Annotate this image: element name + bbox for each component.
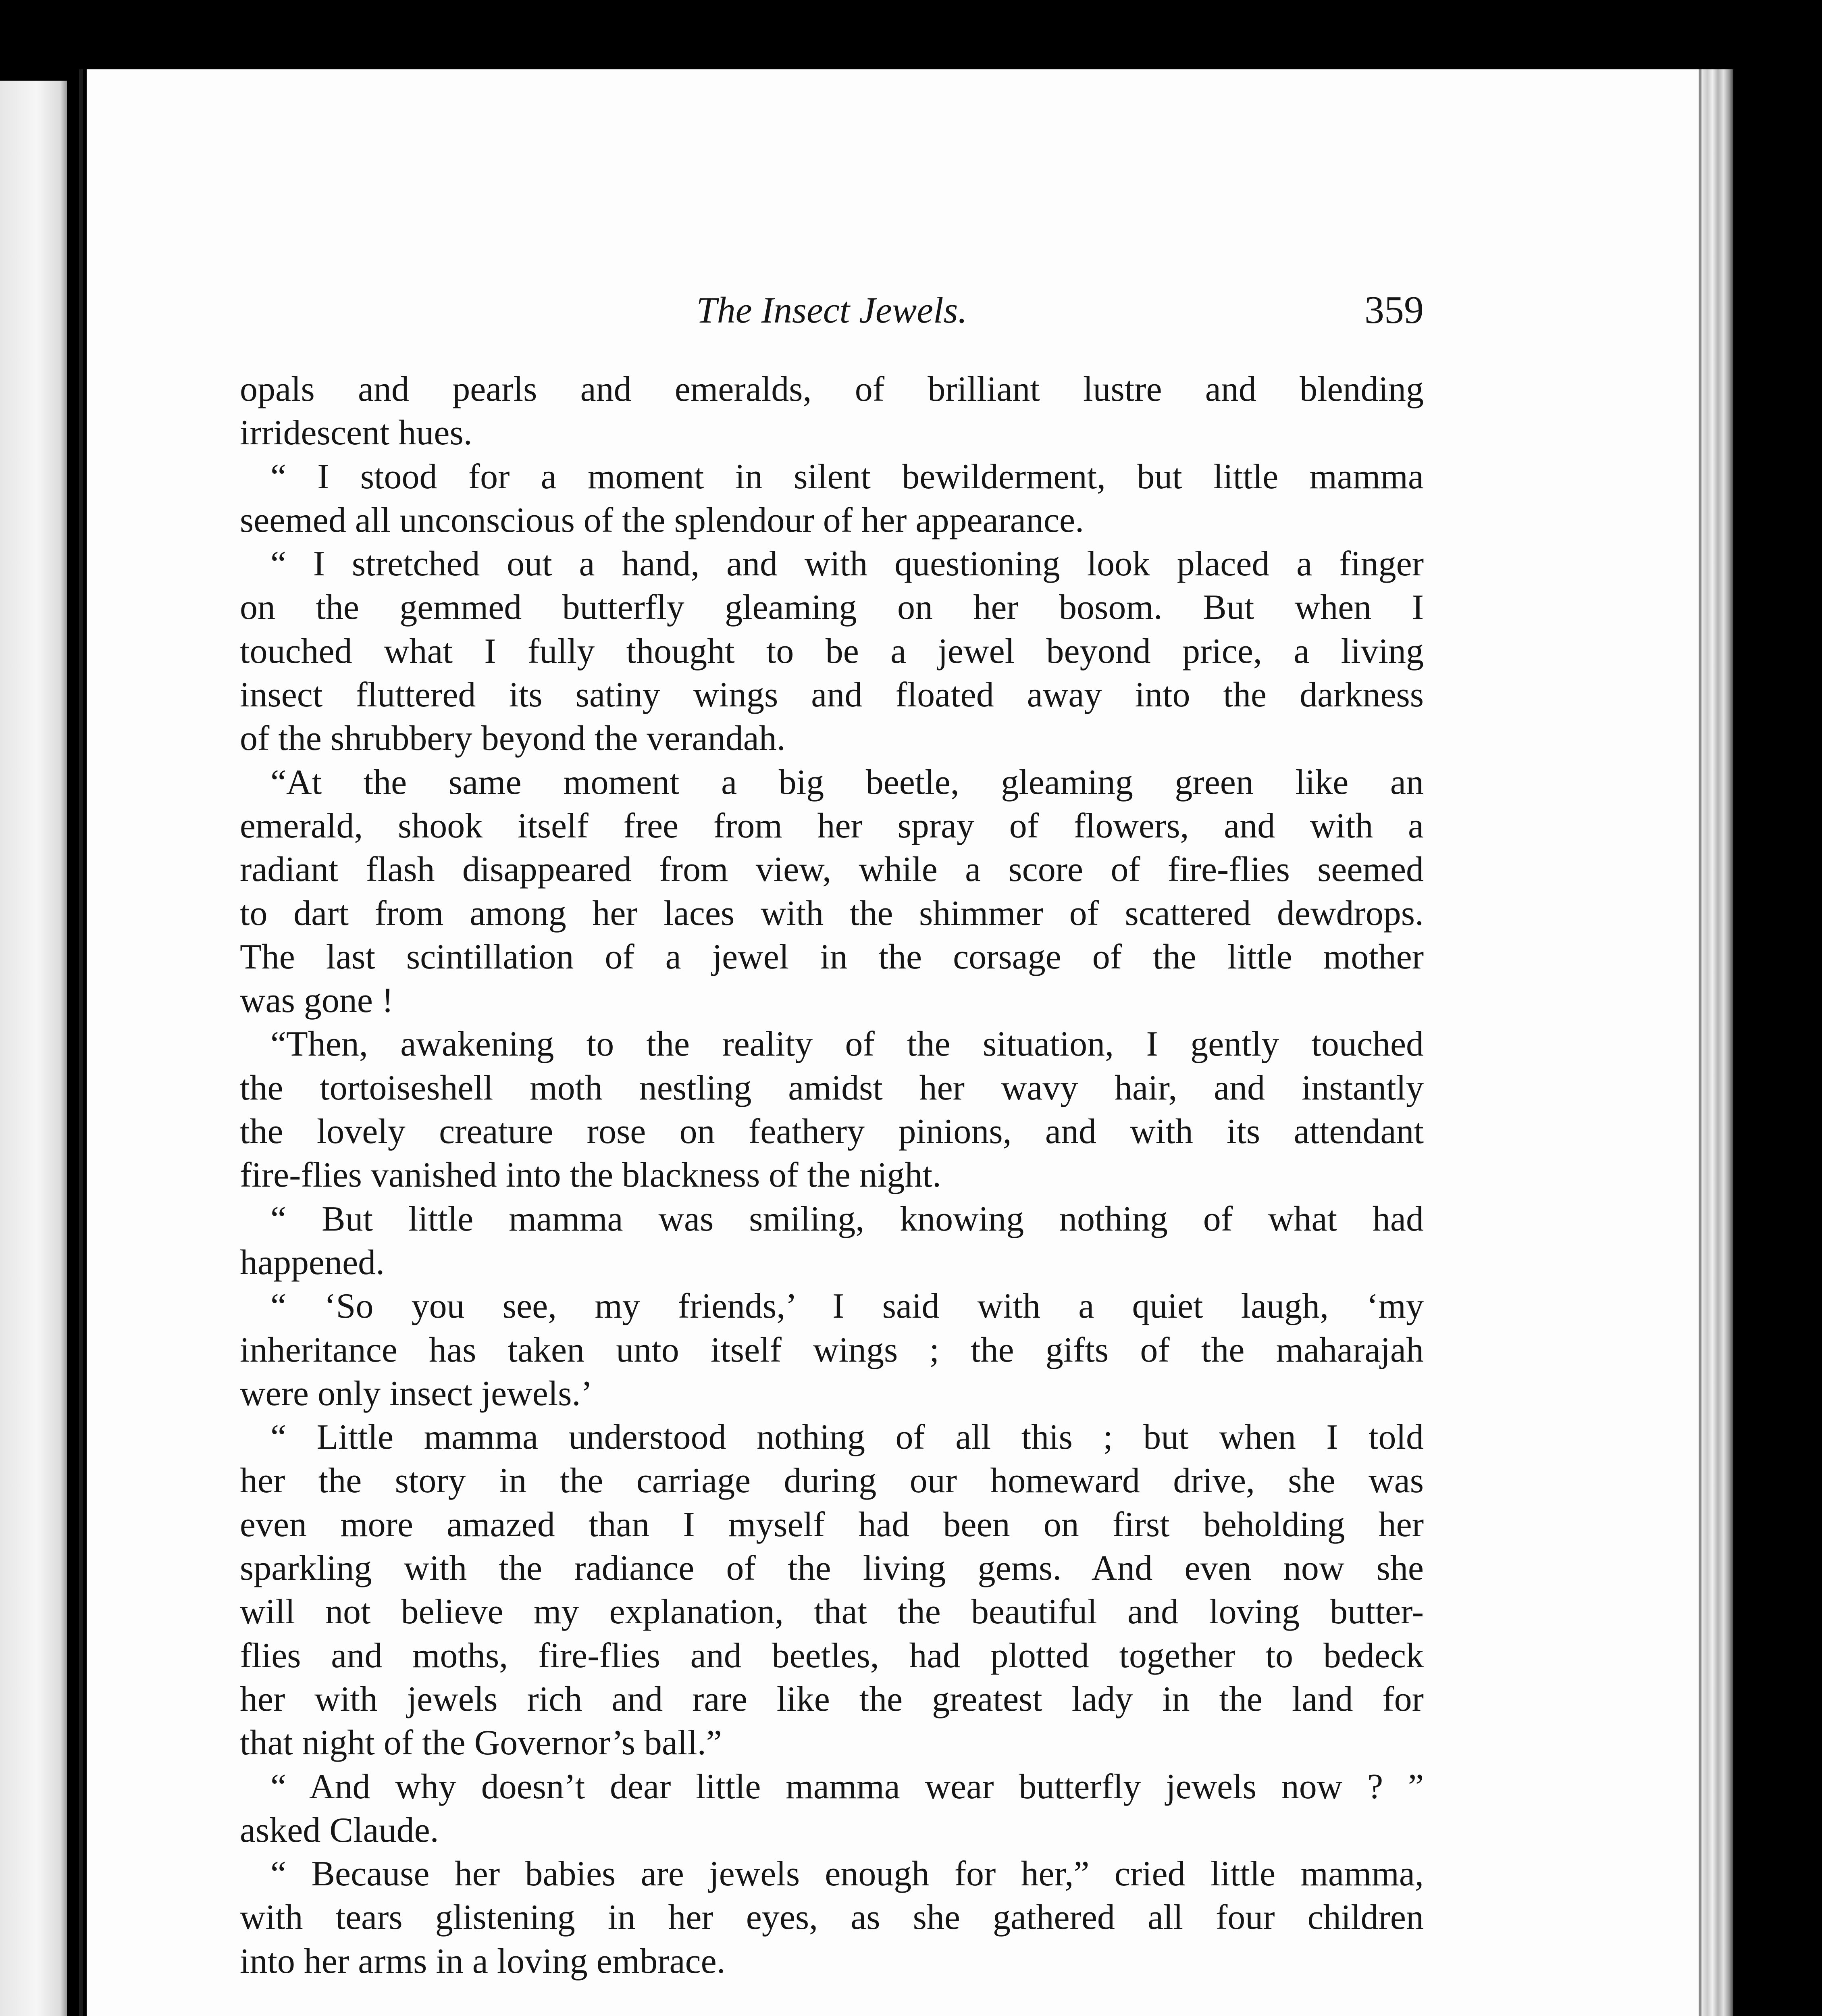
paragraph [240, 368, 1424, 455]
text-line: emerald, shook itself free from her spray of flowers, and with a [240, 806, 1424, 846]
text-line: asked Claude. [240, 1810, 439, 1850]
text-line: inheritance has taken unto itself wings ; the gifts of the maharajah [240, 1330, 1424, 1370]
text-line: her with jewels rich and rare like the greatest lady in the land for [240, 1679, 1424, 1719]
text-line: on the gemmed butterfly gleaming on her bosom. But when I [240, 588, 1424, 627]
text-line: fire-flies vanished into the blackness of the night. [240, 1156, 941, 1195]
text-line: will not believe my explanation, that the beautiful and loving butter- [240, 1592, 1424, 1632]
text-line: of the shrubbery beyond the verandah. [240, 719, 786, 758]
text-line: to dart from among her laces with the shimmer of scattered dewdrops. [240, 893, 1424, 933]
text-line: The last scintillation of a jewel in the corsage of the little mother [240, 937, 1424, 977]
text-line: “ And why doesn’t dear little mamma wear butterfly jewels now ? ” [270, 1767, 1424, 1806]
text-line: her the story in the carriage during our homeward drive, she was [240, 1461, 1424, 1501]
paragraph [240, 1198, 1424, 1285]
text-line: opals and pearls and emeralds, of brilliant lustre and blending [240, 370, 1424, 409]
text-line: even more amazed than I myself had been on first beholding her [240, 1505, 1424, 1544]
text-line: “ But little mamma was smiling, knowing nothing of what had [270, 1199, 1424, 1239]
text-line: “Then, awakening to the reality of the situation, I gently touched [270, 1025, 1424, 1064]
text-line: the lovely creature rose on feathery pinions, and with its attendant [240, 1112, 1424, 1152]
text-line: “ I stretched out a hand, and with questioning look placed a finger [270, 544, 1424, 584]
text-line: insect fluttered its satiny wings and floated away into the darkness [240, 675, 1424, 715]
text-line: was gone ! [240, 981, 394, 1020]
text-line: “At the same moment a big beetle, gleaming green like an [270, 762, 1424, 802]
paragraph [240, 1023, 1424, 1197]
paragraph [240, 1765, 1424, 1853]
paragraph [240, 1285, 1424, 1416]
paragraph [240, 1416, 1424, 1765]
text-line: touched what I fully thought to be a jewel beyond price, a living [240, 631, 1424, 671]
text-line: “ ‘So you see, my friends,’ I said with a quiet laugh, ‘my [270, 1287, 1424, 1326]
text-line: were only insect jewels.’ [240, 1374, 593, 1413]
paragraph [240, 1852, 1424, 1983]
text-line: sparkling with the radiance of the living gems. And even now she [240, 1549, 1424, 1588]
text-line: the tortoiseshell moth nestling amidst her wavy hair, and instantly [240, 1068, 1424, 1108]
text-line: into her arms in a loving embrace. [240, 1941, 726, 1981]
running-head [240, 288, 1424, 332]
page-fore-edge [1696, 69, 1733, 2016]
text-line: flies and moths, fire-flies and beetles, had plotted together to bedeck [240, 1636, 1424, 1675]
text-line: irridescent hues. [240, 413, 472, 453]
text-line: “ Because her babies are jewels enough for her,” cried little mamma, [270, 1854, 1424, 1894]
text-line: happened. [240, 1243, 385, 1282]
paragraph [240, 761, 1424, 1023]
text-line: with tears glistening in her eyes, as she gathered all four children [240, 1898, 1424, 1937]
text-line: “ Little mamma understood nothing of all this ; but when I told [270, 1418, 1424, 1457]
paragraph [240, 542, 1424, 760]
paragraph [240, 455, 1424, 543]
gutter-shadow [79, 69, 83, 2016]
text-line: radiant flash disappeared from view, while a score of fire-flies seemed [240, 850, 1424, 889]
text-line: that night of the Governor’s ball.” [240, 1723, 722, 1763]
text-line: seemed all unconscious of the splendour of her appearance. [240, 500, 1084, 540]
page-number: 359 [1364, 288, 1424, 332]
running-title: The Insect Jewels. [696, 289, 967, 331]
text-line: “ I stood for a moment in silent bewilderment, but little mamma [270, 457, 1424, 496]
text-block [240, 368, 1424, 1983]
previous-page-edge [0, 81, 67, 2016]
